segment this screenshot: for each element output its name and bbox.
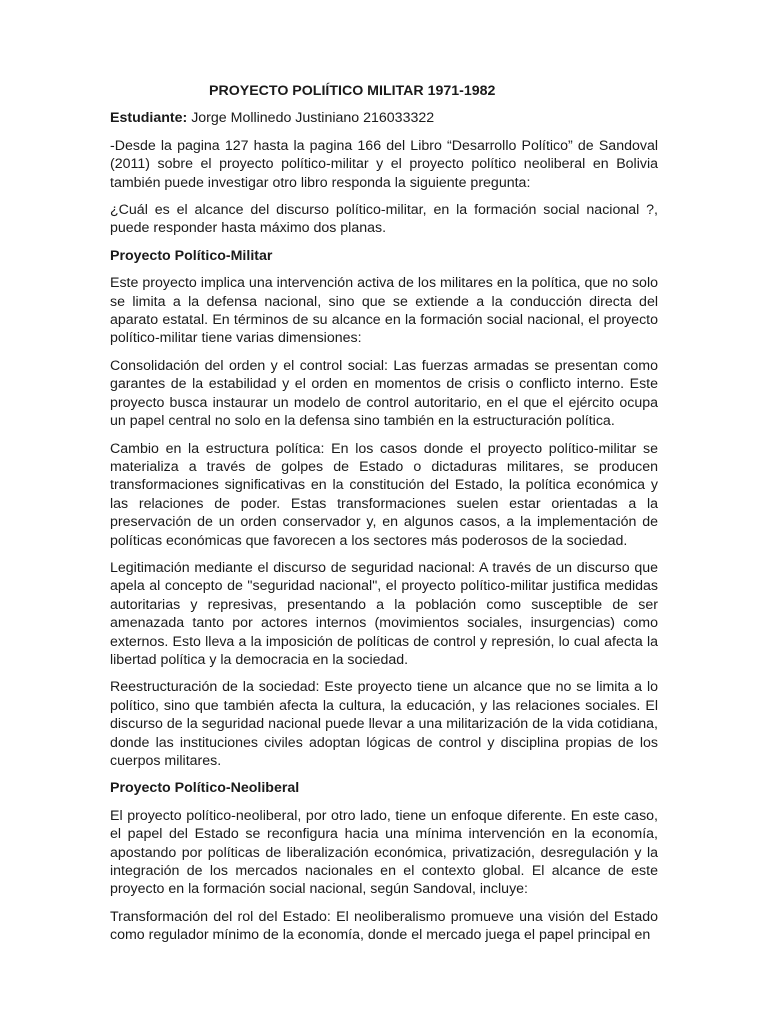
paragraph-question: ¿Cuál es el alcance del discurso político-militar, en la formación social nacional ?, puede responder hasta máximo dos planas.	[110, 202, 658, 237]
paragraph-military-intro: Este proyecto implica una intervención activa de los militares en la política, que no solo se limita a la defensa nacional, sino que se extiende a la conducción directa del aparato estatal. En términos de su alcance en la formación social nacional, el proyecto político-militar tiene varias dimensiones:	[110, 275, 658, 347]
document-page	[110, 82, 658, 954]
paragraph-instructions: -Desde la pagina 127 hasta la pagina 166 del Libro “Desarrollo Político” de Sandoval (2011) sobre el proyecto político-militar y el proyecto político neoliberal en Bolivia también puede investigar otro libro responda la siguiente pregunta:	[110, 137, 658, 191]
paragraph-order-control: Consolidación del orden y el control social: Las fuerzas armadas se presentan como garantes de la estabilidad y el orden en momentos de crisis o conflicto interno. Este proyecto busca instaurar un modelo de control autoritario, en el que el ejército ocupa un papel central no solo en la defensa sino también en la estructuración política.	[110, 357, 658, 430]
paragraph-neoliberal-intro: El proyecto político-neoliberal, por otro lado, tiene un enfoque diferente. En este caso, el papel del Estado se reconfigura hacia una mínima intervención en la economía, apostando por políticas de liberalización económica, privatización, desregulación y la integración de los mercados nacionales en el contexto global. El alcance de este proyecto en la formación social nacional, según Sandoval, incluye:	[110, 807, 658, 898]
paragraph-society-restructuring: Reestructuración de la sociedad: Este proyecto tiene un alcance que no se limita a lo político, sino que también afecta la cultura, la educación, y las relaciones sociales. El discurso de la seguridad nacional puede llevar a una militarización de la vida cotidiana, donde las instituciones civiles adoptan lógicas de control y disciplina propias de los cuerpos militares.	[110, 679, 658, 769]
student-label: Estudiante:	[110, 110, 188, 127]
student-line	[110, 109, 658, 127]
paragraph-national-security: Legitimación mediante el discurso de seguridad nacional: A través de un discurso que apela al concepto de "seguridad nacional", el proyecto político-militar justifica medidas autoritarias y represivas, presentando a la población como susceptible de ser amenazada tanto por actores internos (movimientos sociales, insurgencias) como externos. Esto lleva a la imposición de políticas de control y represión, lo cual afecta la libertad política y la democracia en la sociedad.	[110, 559, 658, 668]
paragraph-state-role: Transformación del rol del Estado: El neoliberalismo promueve una visión del Estado como regulador mínimo de la economía, donde el mercado juega el papel principal en	[110, 908, 658, 944]
heading-political-neoliberal: Proyecto Político-Neoliberal	[110, 780, 300, 797]
student-name: Jorge Mollinedo Justiniano 216033322	[187, 110, 435, 127]
document-title: PROYECTO POLIÍTICO MILITAR 1971-1982	[209, 83, 496, 99]
paragraph-structure-change: Cambio en la estructura política: En los casos donde el proyecto político-militar se materializa a través de golpes de Estado o dictaduras militares, se producen transformaciones significativas en la constitución del Estado, la política económica y las relaciones de poder. Estas transformaciones suelen estar orientadas a la preservación de un orden conservador y, en algunos casos, a la implementación de políticas económicas que favorecen a los sectores más poderosos de la sociedad.	[110, 440, 658, 549]
heading-political-military: Proyecto Político-Militar	[110, 247, 273, 264]
